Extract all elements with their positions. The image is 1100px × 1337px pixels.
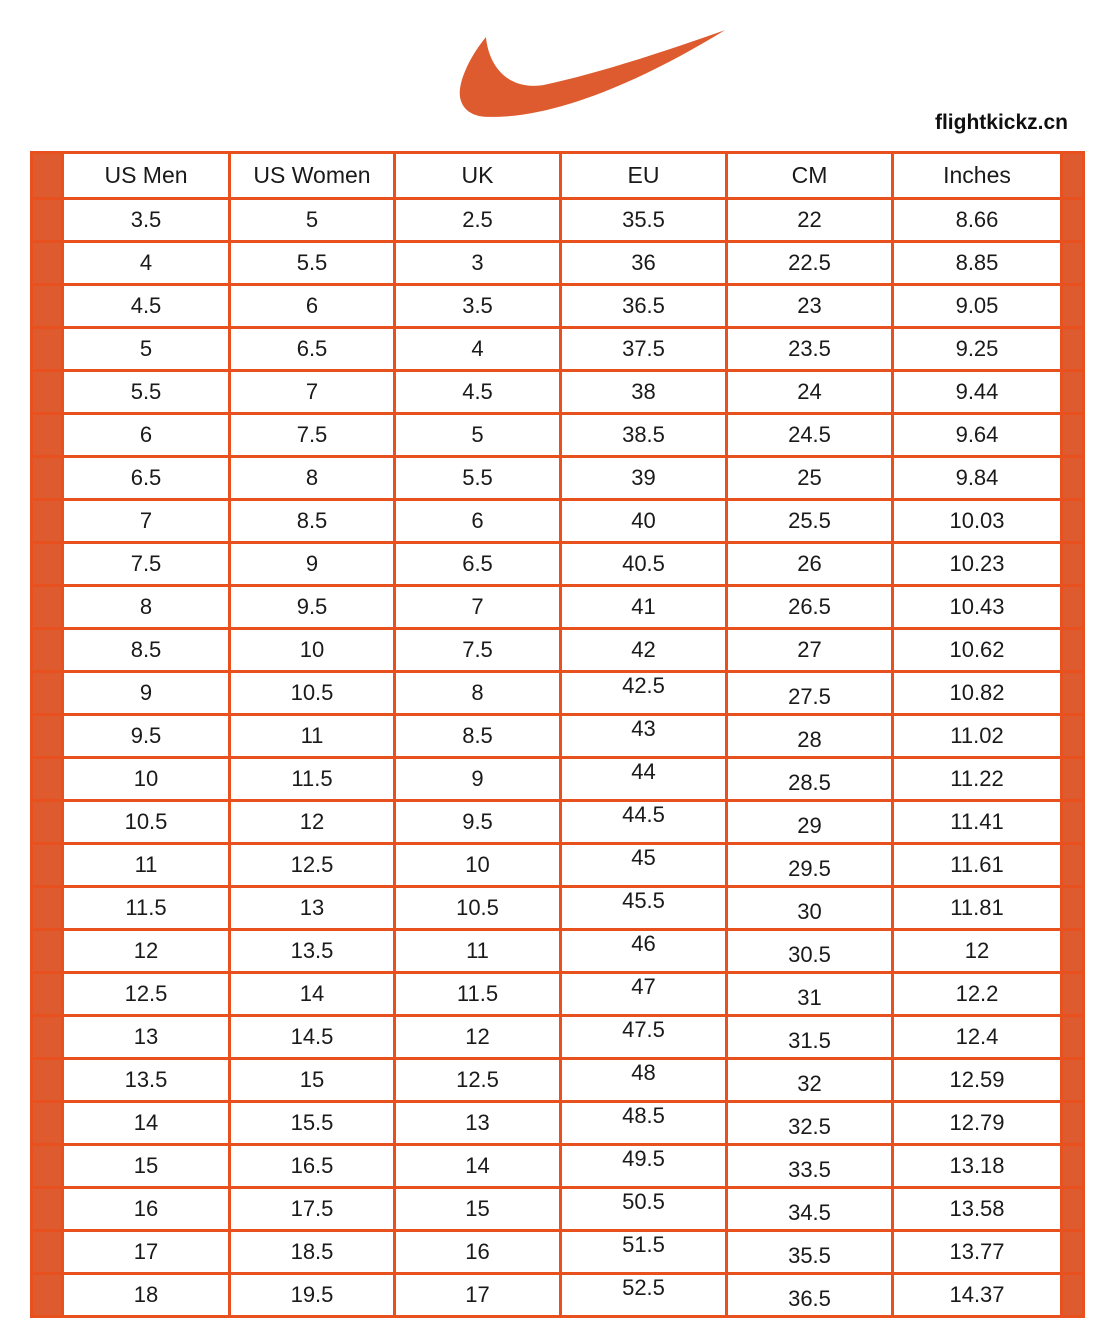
table-cell: 5	[63, 328, 230, 371]
right-accent-bar	[1062, 801, 1084, 844]
table-cell: 40	[561, 500, 727, 543]
cell-value: 28.5	[788, 770, 831, 795]
right-accent-bar	[1062, 242, 1084, 285]
table-cell: 9.05	[893, 285, 1062, 328]
table-cell: 8	[395, 672, 561, 715]
table-cell: 13.58	[893, 1188, 1062, 1231]
table-cell: 7.5	[395, 629, 561, 672]
table-cell: 9.5	[395, 801, 561, 844]
right-accent-bar	[1062, 285, 1084, 328]
table-cell: 2.5	[395, 199, 561, 242]
right-accent-bar	[1062, 1274, 1084, 1317]
table-cell	[727, 930, 893, 973]
cell-value: 47	[631, 974, 656, 999]
table-cell: 12.5	[63, 973, 230, 1016]
table-cell: 9	[63, 672, 230, 715]
table-row	[32, 242, 1084, 285]
table-cell: 17	[395, 1274, 561, 1317]
table-cell: 10	[230, 629, 395, 672]
table-cell: 4	[395, 328, 561, 371]
table-cell	[561, 801, 727, 844]
table-cell: 42	[561, 629, 727, 672]
right-accent-bar	[1062, 586, 1084, 629]
table-cell: 3.5	[63, 199, 230, 242]
left-accent-bar	[32, 242, 63, 285]
cell-value: 46	[631, 931, 656, 956]
table-cell: 8	[63, 586, 230, 629]
table-cell: 25.5	[727, 500, 893, 543]
watermark: flightkickz.cn	[934, 111, 1068, 134]
table-cell: 14	[63, 1102, 230, 1145]
table-cell: 8.5	[63, 629, 230, 672]
table-cell: 8	[230, 457, 395, 500]
table-cell: 9.25	[893, 328, 1062, 371]
cell-value: 27.5	[788, 684, 831, 709]
table-cell	[561, 887, 727, 930]
table-cell	[561, 758, 727, 801]
table-cell: 7	[230, 371, 395, 414]
table-cell: 35.5	[561, 199, 727, 242]
table-cell: 8.66	[893, 199, 1062, 242]
table-cell: 7.5	[63, 543, 230, 586]
table-cell: 7	[63, 500, 230, 543]
table-cell: 10	[63, 758, 230, 801]
left-accent-bar	[32, 285, 63, 328]
table-cell: 12	[395, 1016, 561, 1059]
table-cell: 9.5	[230, 586, 395, 629]
right-accent-bar	[1062, 715, 1084, 758]
table-cell: 13	[63, 1016, 230, 1059]
table-cell	[727, 1188, 893, 1231]
right-accent-bar	[1062, 672, 1084, 715]
right-accent-bar	[1062, 930, 1084, 973]
left-accent-bar	[32, 1145, 63, 1188]
right-accent-bar	[1062, 629, 1084, 672]
table-row	[32, 758, 1084, 801]
right-accent-bar	[1062, 328, 1084, 371]
table-cell: 9.5	[63, 715, 230, 758]
table-cell: 22	[727, 199, 893, 242]
table-cell: 12	[63, 930, 230, 973]
cell-value: 30.5	[788, 942, 831, 967]
cell-value: 47.5	[622, 1017, 665, 1042]
table-cell: 9.64	[893, 414, 1062, 457]
table-cell: 12.4	[893, 1016, 1062, 1059]
table-cell: 13.77	[893, 1231, 1062, 1274]
table-cell	[561, 1274, 727, 1317]
cell-value: 52.5	[622, 1275, 665, 1300]
cell-value: 32	[797, 1071, 822, 1096]
left-accent-bar	[32, 1016, 63, 1059]
right-accent-bar	[1062, 457, 1084, 500]
table-row	[32, 1145, 1084, 1188]
left-accent-bar	[32, 715, 63, 758]
table-cell: 11	[395, 930, 561, 973]
table-cell: 25	[727, 457, 893, 500]
left-accent-bar	[32, 199, 63, 242]
left-accent-bar	[32, 1059, 63, 1102]
left-accent-bar	[32, 1188, 63, 1231]
table-cell: 3.5	[395, 285, 561, 328]
table-row	[32, 371, 1084, 414]
table-row	[32, 1059, 1084, 1102]
table-cell: 11.5	[230, 758, 395, 801]
table-row	[32, 500, 1084, 543]
table-row	[32, 1231, 1084, 1274]
left-accent-bar	[32, 973, 63, 1016]
cell-value: 30	[797, 899, 822, 924]
cell-value: 42.5	[622, 673, 665, 698]
table-cell: 5.5	[63, 371, 230, 414]
table-cell: 23.5	[727, 328, 893, 371]
cell-value: 48.5	[622, 1103, 665, 1128]
cell-value: 32.5	[788, 1114, 831, 1139]
table-cell: 39	[561, 457, 727, 500]
table-cell: 4	[63, 242, 230, 285]
table-cell	[561, 672, 727, 715]
table-row	[32, 973, 1084, 1016]
table-cell: 16	[63, 1188, 230, 1231]
left-accent-bar	[32, 414, 63, 457]
table-cell: 12.59	[893, 1059, 1062, 1102]
table-cell: 5.5	[230, 242, 395, 285]
table-cell: 14	[230, 973, 395, 1016]
table-cell: 11.61	[893, 844, 1062, 887]
right-accent-bar	[1062, 543, 1084, 586]
cell-value: 45	[631, 845, 656, 870]
table-cell: 13.5	[230, 930, 395, 973]
cell-value: 45.5	[622, 888, 665, 913]
table-row	[32, 1188, 1084, 1231]
table-cell: 6.5	[230, 328, 395, 371]
table-cell	[561, 1231, 727, 1274]
table-cell: 15.5	[230, 1102, 395, 1145]
table-row	[32, 629, 1084, 672]
table-cell: 11.81	[893, 887, 1062, 930]
table-row	[32, 1274, 1084, 1317]
table-cell	[727, 1231, 893, 1274]
left-accent-bar	[32, 1274, 63, 1317]
table-cell: 15	[63, 1145, 230, 1188]
table-cell	[561, 1145, 727, 1188]
cell-value: 31.5	[788, 1028, 831, 1053]
table-cell: 11.5	[63, 887, 230, 930]
size-table-body	[32, 199, 1084, 1317]
table-cell: 14.5	[230, 1016, 395, 1059]
table-cell: 16	[395, 1231, 561, 1274]
left-accent-bar	[32, 1231, 63, 1274]
table-cell: 13.5	[63, 1059, 230, 1102]
table-cell: 9	[230, 543, 395, 586]
right-accent-bar	[1062, 1188, 1084, 1231]
cell-value: 50.5	[622, 1189, 665, 1214]
table-row	[32, 672, 1084, 715]
table-cell: 5.5	[395, 457, 561, 500]
left-accent-bar	[32, 672, 63, 715]
table-cell: 36.5	[561, 285, 727, 328]
table-header-row	[32, 153, 1084, 199]
table-row	[32, 543, 1084, 586]
table-row	[32, 285, 1084, 328]
cell-value: 31	[797, 985, 822, 1010]
cell-value: 43	[631, 716, 656, 741]
table-cell: 4.5	[63, 285, 230, 328]
table-cell: 10.23	[893, 543, 1062, 586]
table-cell: 6.5	[395, 543, 561, 586]
table-cell	[727, 1102, 893, 1145]
table-cell: 8.85	[893, 242, 1062, 285]
table-cell: 10	[395, 844, 561, 887]
table-cell: 12	[230, 801, 395, 844]
table-cell: 18.5	[230, 1231, 395, 1274]
table-cell: 11.41	[893, 801, 1062, 844]
table-cell: 26.5	[727, 586, 893, 629]
right-accent-bar	[1062, 371, 1084, 414]
size-conversion-table	[30, 151, 1085, 1318]
table-cell: 4.5	[395, 371, 561, 414]
cell-value: 51.5	[622, 1232, 665, 1257]
right-accent-bar	[1062, 1102, 1084, 1145]
table-row	[32, 930, 1084, 973]
left-accent-bar	[32, 887, 63, 930]
column-header: EU	[561, 153, 727, 199]
table-row	[32, 586, 1084, 629]
right-accent-bar	[1062, 414, 1084, 457]
table-cell: 18	[63, 1274, 230, 1317]
table-cell: 10.82	[893, 672, 1062, 715]
table-cell	[561, 844, 727, 887]
table-cell: 24	[727, 371, 893, 414]
table-cell: 11.5	[395, 973, 561, 1016]
right-accent-bar	[1062, 844, 1084, 887]
table-cell: 6	[63, 414, 230, 457]
left-accent-bar	[32, 543, 63, 586]
table-cell	[727, 1274, 893, 1317]
table-cell: 26	[727, 543, 893, 586]
table-cell: 6	[230, 285, 395, 328]
table-cell: 7.5	[230, 414, 395, 457]
table-cell: 17.5	[230, 1188, 395, 1231]
cell-value: 44.5	[622, 802, 665, 827]
table-cell: 23	[727, 285, 893, 328]
table-cell: 19.5	[230, 1274, 395, 1317]
table-cell: 10.43	[893, 586, 1062, 629]
column-header: US Women	[230, 153, 395, 199]
table-cell	[727, 844, 893, 887]
table-cell	[727, 801, 893, 844]
table-cell: 14.37	[893, 1274, 1062, 1317]
table-cell: 11	[230, 715, 395, 758]
left-accent-bar	[32, 1102, 63, 1145]
right-accent-bar	[1062, 1016, 1084, 1059]
table-cell: 13	[230, 887, 395, 930]
left-accent-bar	[32, 844, 63, 887]
table-cell: 12.5	[395, 1059, 561, 1102]
left-accent-bar	[32, 801, 63, 844]
cell-value: 48	[631, 1060, 656, 1085]
column-header: US Men	[63, 153, 230, 199]
cell-value: 33.5	[788, 1157, 831, 1182]
left-accent-bar	[32, 930, 63, 973]
cell-value: 28	[797, 727, 822, 752]
table-cell	[727, 887, 893, 930]
table-row	[32, 887, 1084, 930]
left-accent-bar	[32, 371, 63, 414]
table-cell: 13.18	[893, 1145, 1062, 1188]
left-accent-bar	[32, 629, 63, 672]
right-accent-bar	[1062, 973, 1084, 1016]
table-cell: 14	[395, 1145, 561, 1188]
table-row	[32, 1102, 1084, 1145]
table-cell: 38	[561, 371, 727, 414]
table-row	[32, 1016, 1084, 1059]
right-accent-bar	[1062, 1059, 1084, 1102]
table-cell: 15	[230, 1059, 395, 1102]
table-cell: 12.5	[230, 844, 395, 887]
table-cell: 10.03	[893, 500, 1062, 543]
table-cell	[727, 715, 893, 758]
table-cell: 6	[395, 500, 561, 543]
table-cell: 7	[395, 586, 561, 629]
left-accent-bar	[32, 457, 63, 500]
table-cell: 11.22	[893, 758, 1062, 801]
table-cell	[561, 1188, 727, 1231]
table-cell	[727, 1145, 893, 1188]
table-row	[32, 844, 1084, 887]
table-cell	[561, 930, 727, 973]
left-accent-bar	[32, 586, 63, 629]
table-cell	[561, 973, 727, 1016]
table-cell: 12.2	[893, 973, 1062, 1016]
table-row	[32, 199, 1084, 242]
table-cell: 5	[395, 414, 561, 457]
table-cell: 10.5	[230, 672, 395, 715]
table-cell: 22.5	[727, 242, 893, 285]
table-cell	[727, 1059, 893, 1102]
table-cell: 9.44	[893, 371, 1062, 414]
table-cell	[561, 1102, 727, 1145]
table-cell: 12	[893, 930, 1062, 973]
table-cell: 10.5	[63, 801, 230, 844]
left-accent-bar	[32, 328, 63, 371]
left-accent-bar	[32, 758, 63, 801]
table-cell	[561, 1059, 727, 1102]
left-accent-bar	[32, 153, 63, 199]
right-accent-bar	[1062, 500, 1084, 543]
table-cell: 40.5	[561, 543, 727, 586]
table-cell	[561, 715, 727, 758]
cell-value: 44	[631, 759, 656, 784]
cell-value: 35.5	[788, 1243, 831, 1268]
table-row	[32, 715, 1084, 758]
table-row	[32, 328, 1084, 371]
table-cell: 10.5	[395, 887, 561, 930]
table-cell: 38.5	[561, 414, 727, 457]
table-cell	[727, 672, 893, 715]
table-cell: 10.62	[893, 629, 1062, 672]
cell-value: 29.5	[788, 856, 831, 881]
right-accent-bar	[1062, 1231, 1084, 1274]
table-cell: 17	[63, 1231, 230, 1274]
table-cell: 41	[561, 586, 727, 629]
column-header: CM	[727, 153, 893, 199]
table-cell: 9.84	[893, 457, 1062, 500]
table-cell: 8.5	[230, 500, 395, 543]
nike-swoosh-icon	[456, 27, 727, 121]
table-cell: 13	[395, 1102, 561, 1145]
right-accent-bar	[1062, 153, 1084, 199]
table-cell: 24.5	[727, 414, 893, 457]
table-cell	[727, 973, 893, 1016]
table-cell: 6.5	[63, 457, 230, 500]
cell-value: 34.5	[788, 1200, 831, 1225]
table-row	[32, 457, 1084, 500]
left-accent-bar	[32, 500, 63, 543]
table-cell: 12.79	[893, 1102, 1062, 1145]
table-cell: 16.5	[230, 1145, 395, 1188]
table-cell: 3	[395, 242, 561, 285]
right-accent-bar	[1062, 758, 1084, 801]
table-cell: 36	[561, 242, 727, 285]
table-cell: 15	[395, 1188, 561, 1231]
right-accent-bar	[1062, 1145, 1084, 1188]
table-cell: 11	[63, 844, 230, 887]
table-cell: 8.5	[395, 715, 561, 758]
right-accent-bar	[1062, 887, 1084, 930]
table-cell	[727, 1016, 893, 1059]
column-header: UK	[395, 153, 561, 199]
table-cell: 9	[395, 758, 561, 801]
right-accent-bar	[1062, 199, 1084, 242]
table-cell: 11.02	[893, 715, 1062, 758]
cell-value: 49.5	[622, 1146, 665, 1171]
table-cell	[561, 1016, 727, 1059]
table-cell: 37.5	[561, 328, 727, 371]
table-row	[32, 414, 1084, 457]
table-cell	[727, 758, 893, 801]
table-row	[32, 801, 1084, 844]
table-cell: 27	[727, 629, 893, 672]
table-cell: 5	[230, 199, 395, 242]
cell-value: 36.5	[788, 1286, 831, 1311]
column-header: Inches	[893, 153, 1062, 199]
cell-value: 29	[797, 813, 822, 838]
